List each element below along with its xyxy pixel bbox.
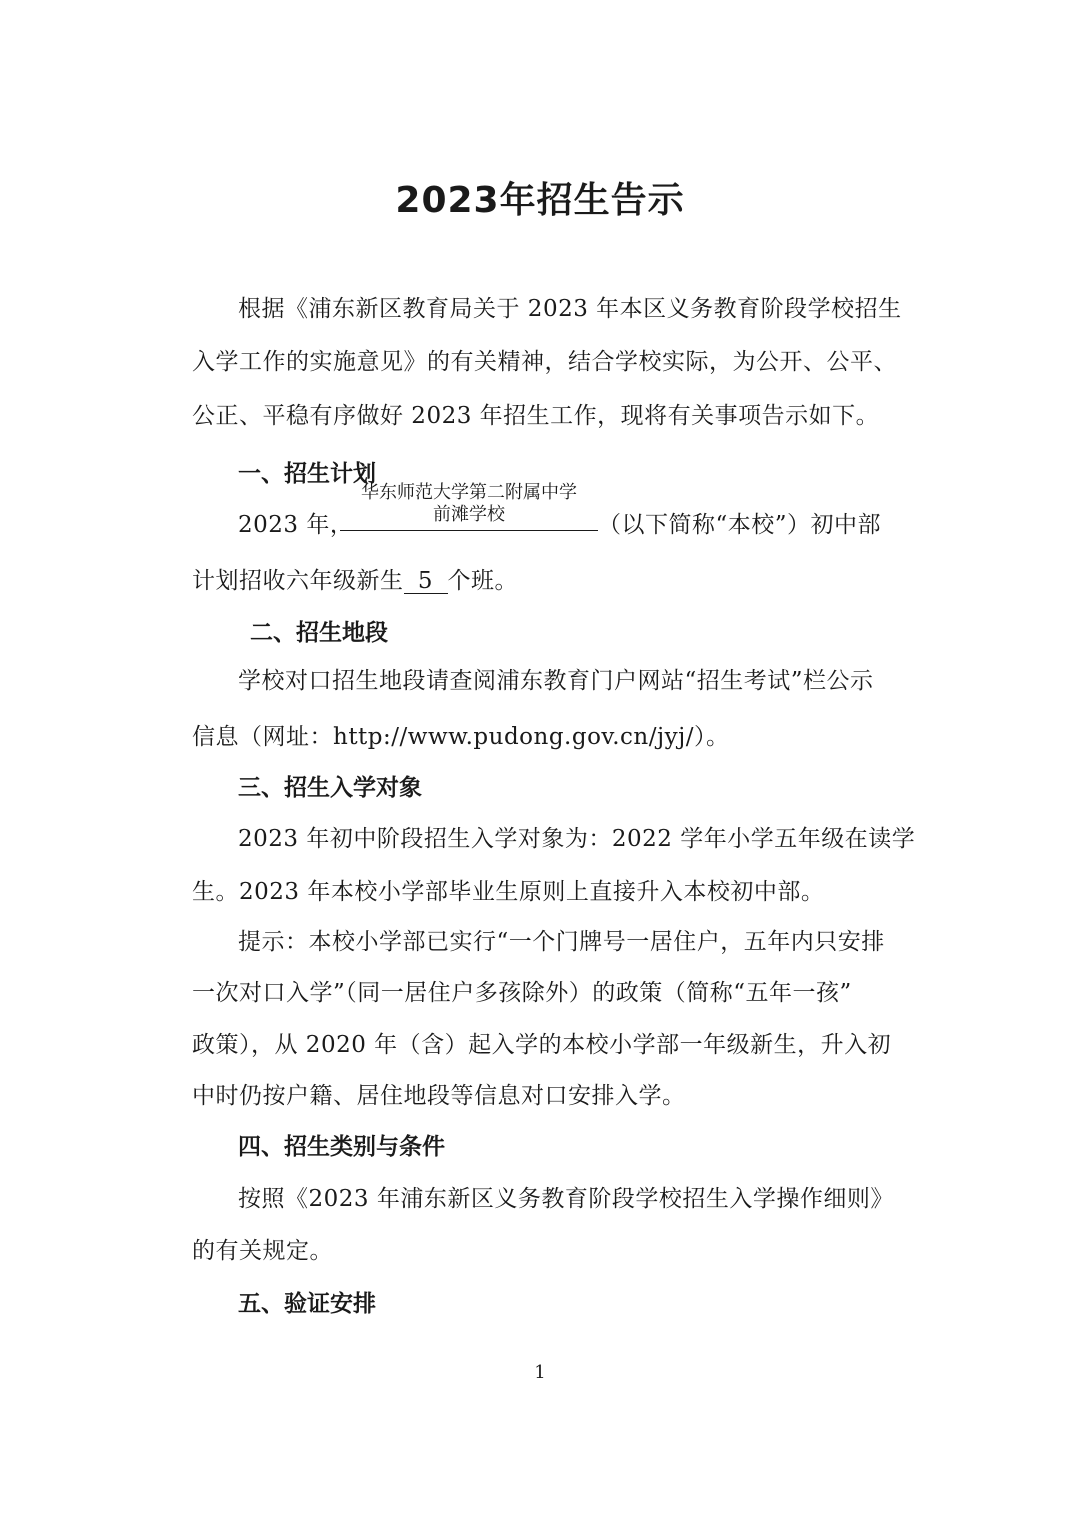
section1-plan-line [192,562,518,595]
section3-line-3: 提示：本校小学部已实行“一个门牌号一居住户，五年内只安排 [238,929,885,955]
section3-line-2: 生。2023 年本校小学部毕业生原则上直接升入本校初中部。 [192,879,825,905]
school-name-field [340,482,598,531]
intro-line-1: 根据《浦东新区教育局关于 2023 年本区义务教育阶段学校招生 [238,296,902,322]
section3-line-1: 2023 年初中阶段招生入学对象为：2022 学年小学五年级在读学 [238,826,916,852]
section2-line-2: 信息（网址：http://www.pudong.gov.cn/jyj/）。 [192,724,730,750]
section3-line-5: 政策），从 2020 年（含）起入学的本校小学部一年级新生，升入初 [192,1032,892,1058]
section4-heading: 四、招生类别与条件 [238,1134,445,1160]
intro-line-2: 入学工作的实施意见》的有关精神，结合学校实际，为公开、公平、 [192,349,897,375]
page-title: 2023年招生告示 [395,180,685,221]
section2-line-1: 学校对口招生地段请查阅浦东教育门户网站“招生考试”栏公示 [238,668,874,694]
section1-heading: 一、招生计划 [238,461,376,487]
section4-line-2: 的有关规定。 [192,1238,333,1264]
school-name-line-1: 华东师范大学第二附属中学 [361,482,577,503]
section1-suffix: （以下简称“本校”）初中部 [598,512,882,538]
section4-line-1: 按照《2023 年浦东新区义务教育阶段学校招生入学操作细则》 [238,1186,894,1212]
section1-year-prefix: 2023 年， [238,512,354,538]
section3-heading: 三、招生入学对象 [238,775,422,801]
section3-line-6: 中时仍按户籍、居住地段等信息对口安排入学。 [192,1083,686,1109]
class-count-field: 5 [404,569,448,594]
section5-heading: 五、验证安排 [238,1291,376,1317]
intro-line-3: 公正、平稳有序做好 2023 年招生工作，现将有关事项告示如下。 [192,403,880,429]
plan-prefix: 计划招收六年级新生 [192,568,404,594]
plan-suffix: 个班。 [447,568,518,594]
section3-line-4: 一次对口入学”（同一居住户多孩除外）的政策（简称“五年一孩” [192,980,852,1006]
school-name-line-2: 前滩学校 [433,504,505,525]
section2-heading: 二、招生地段 [250,620,388,646]
page-number: 1 [534,1362,546,1383]
